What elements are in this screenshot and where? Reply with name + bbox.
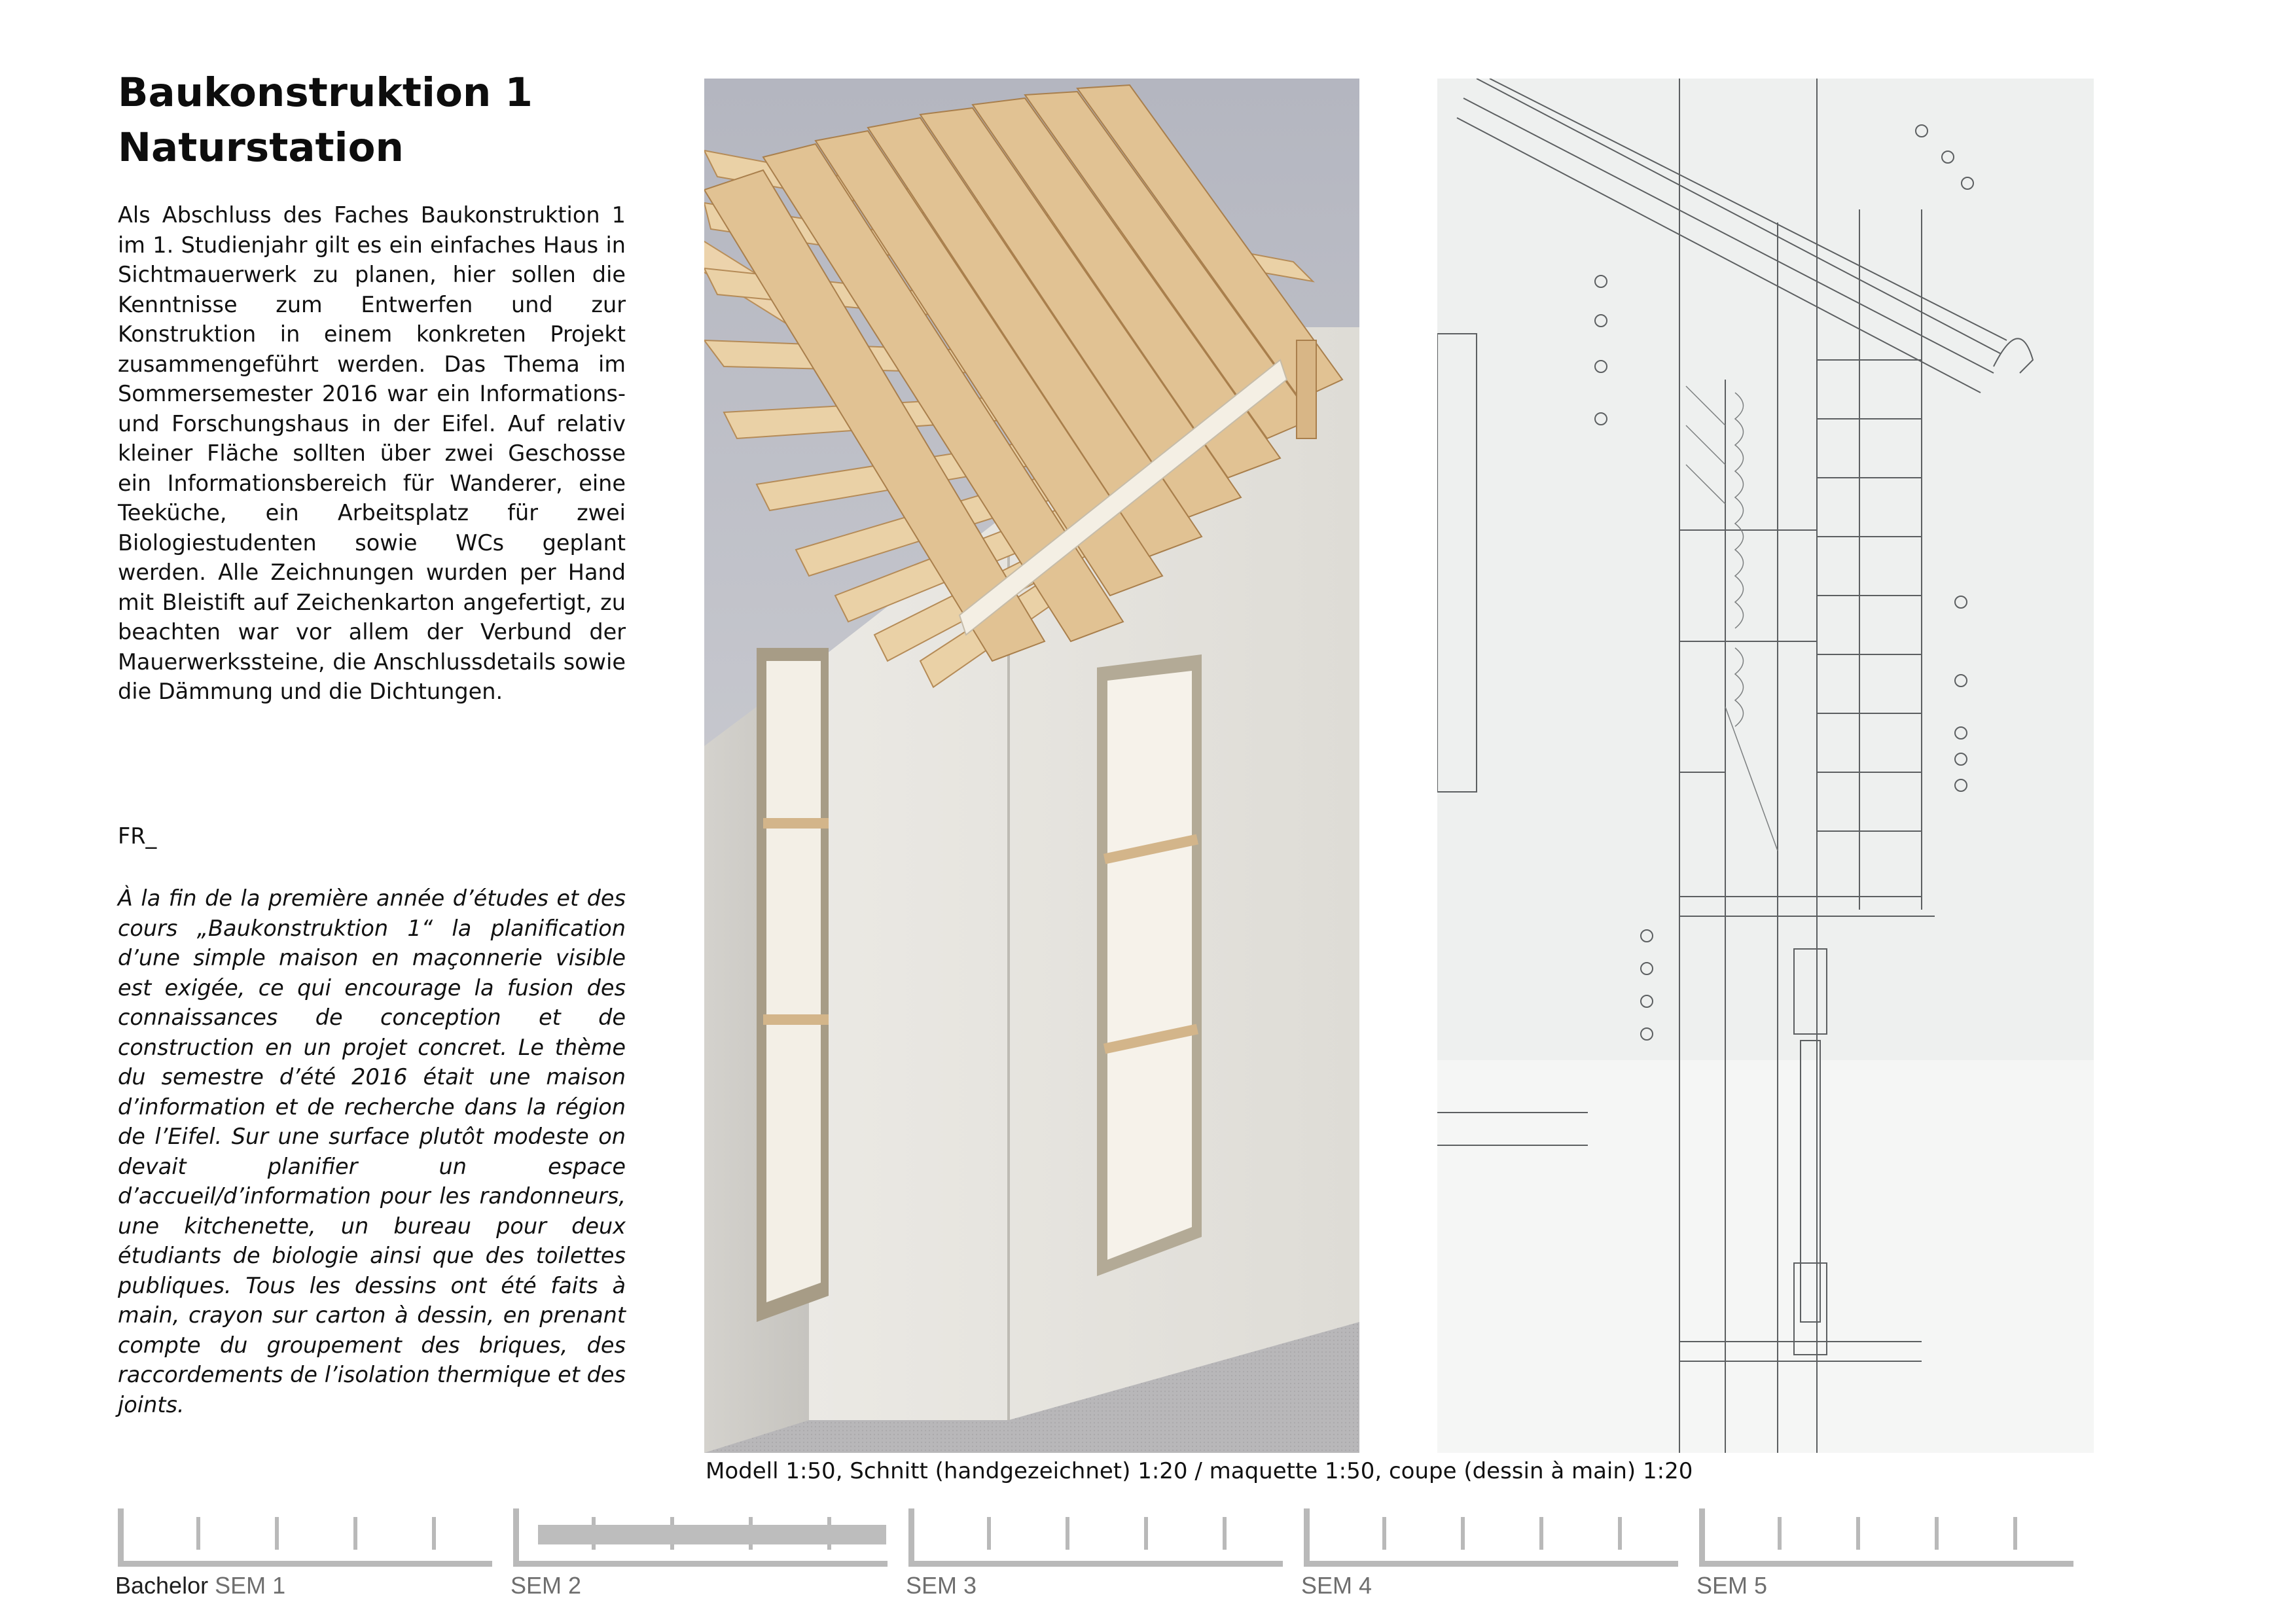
timeline-tick [1223, 1517, 1227, 1550]
timeline-tick [1778, 1517, 1782, 1550]
timeline-label-sem-1 [115, 1572, 285, 1599]
sem-3-label: SEM 3 [906, 1572, 977, 1599]
timeline-baseline [118, 1561, 492, 1567]
timeline-tick [827, 1517, 831, 1550]
model-photo [704, 79, 1359, 1453]
description-german: Als Abschluss des Faches Baukonstruktion 1 im 1. Studienjahr gilt es ein einfaches Haus in Sichtmauerwerk zu planen, hier sollen die Kenntnisse zum Entwerfen und zur Konstruktion in einem konkreten Projekt zusammengeführt werden. Das Thema im Sommersemester 2016 war ein Informations- und Forschungshaus in der Eifel. Auf relativ kleiner Fläche sollten über zwei Geschosse ein Informationsbereich für Wanderer, eine Teeküche, ein Arbeitsplatz für zwei Biologiestudenten sowie WCs geplant werden. Alle Zeichnungen wurden per Hand mit Bleistift auf Zeichenkarton angefertigt, zu beachten war vor allem der Verbund der Mauerwerkssteine, die Anschlussdetails sowie die Dämmung und die Dichtungen. [118, 202, 626, 704]
timeline-tick [670, 1517, 674, 1550]
timeline-baseline [1699, 1561, 2073, 1567]
page-title [118, 65, 641, 175]
timeline-tick [749, 1517, 753, 1550]
timeline-tick [2013, 1517, 2017, 1550]
timeline-start-tick [1304, 1508, 1310, 1567]
title-line-1: Baukonstruktion 1 [118, 69, 533, 116]
timeline-tick [1935, 1517, 1939, 1550]
timeline-baseline [1304, 1561, 1678, 1567]
timeline-start-tick [513, 1508, 519, 1567]
timeline-tick [196, 1517, 200, 1550]
description-french: À la fin de la première année d’études et des cours „Baukonstruktion 1“ la planification d’une simple maison en maçonnerie visible est exigée, ce qui encourage la fusion des connaissances de conception et de construction en un projet concret. Le thème du semestre d’été 2016 était une maison d’information et de recherche dans la région de l’Eifel. Sur une surface plutôt modeste on devait planifier un espace d’accueil/d’information pour les randonneurs, une kitchenette, un bureau pour deux étudiants de biologie ainsi que des toilettes publiques. Tous les dessins ont été faits à main, crayon sur carton à dessin, en prenant compte du groupement des briques, des raccordements de l’isolation thermique et des joints. [118, 885, 626, 1418]
timeline-active-bar [538, 1525, 886, 1544]
timeline-tick [1618, 1517, 1622, 1550]
sem-1-label: SEM 1 [215, 1572, 286, 1599]
sem-2-label: SEM 2 [511, 1572, 582, 1599]
model-photo-illustration [704, 79, 1359, 1453]
timeline-tick [1856, 1517, 1860, 1550]
timeline-tick [592, 1517, 596, 1550]
sem-4-label: SEM 4 [1301, 1572, 1372, 1599]
timeline-tick [1144, 1517, 1148, 1550]
sem-5-label: SEM 5 [1696, 1572, 1768, 1599]
timeline-tick [1066, 1517, 1069, 1550]
timeline-tick [1539, 1517, 1543, 1550]
timeline-start-tick [118, 1508, 124, 1567]
timeline-tick [1382, 1517, 1386, 1550]
title-line-2: Naturstation [118, 124, 404, 171]
timeline-baseline [513, 1561, 888, 1567]
timeline-start-tick [1699, 1508, 1705, 1567]
image-caption: Modell 1:50, Schnitt (handgezeichnet) 1:20 / maquette 1:50, coupe (dessin à main) 1:20 [706, 1458, 1693, 1484]
timeline-tick [987, 1517, 991, 1550]
timeline-baseline [908, 1561, 1283, 1567]
french-section-label: FR_ [118, 823, 157, 849]
timeline-start-tick [908, 1508, 914, 1567]
section-drawing [1437, 79, 2094, 1453]
timeline-tick [353, 1517, 357, 1550]
bachelor-label: Bachelor [115, 1572, 209, 1599]
timeline-tick [1461, 1517, 1465, 1550]
timeline-tick [432, 1517, 436, 1550]
timeline-tick [275, 1517, 279, 1550]
section-drawing-illustration [1437, 79, 2094, 1453]
